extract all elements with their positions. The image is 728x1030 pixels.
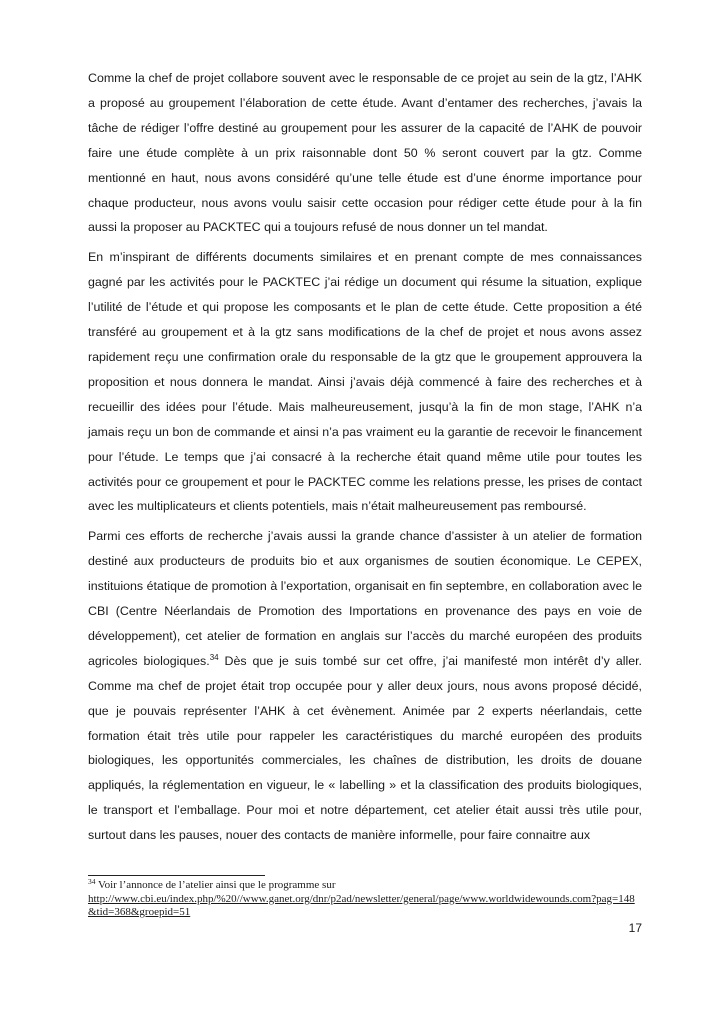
body-text: [88, 66, 642, 848]
footnote-reference[interactable]: 34: [209, 652, 219, 662]
paragraph-3-text-start: Parmi ces efforts de recherche j’avais aussi la grande chance d’assister à un atelier de formation destiné aux producteurs de produits bio et aux organismes de soutien économique. Le CEPEX, instituions étatique de promotion à l’exportation, organisait en fin septembre, en collaboration avec le CBI (Centre Néerlandais de Promotion des Importations en provenance des pays en voie de développement), cet atelier de formation en anglais sur l’accès du marché européen des produits agricoles biologiques.: [88, 529, 642, 668]
footnote-link[interactable]: http://www.cbi.eu/index.php/%20//www.ganet.org/dnr/p2ad/newsletter/general/page/www.worldwidewounds.com?pag=148&tid=368&groepid=51: [88, 892, 635, 918]
paragraph-2: En m’inspirant de différents documents similaires et en prenant compte de mes connaissances gagné par les activités pour le PACKTEC j’ai rédige un document qui résume la situation, explique l’utilité de l’étude et qui propose les composants et le plan de cette étude. Cette proposition a été transféré au groupement et à la gtz sans modifications de la chef de projet et nous avons assez rapidement reçu une confirmation orale du responsable de la gtz que le groupement approuvera la proposition et nous donnera le mandat. Ainsi j’avais déjà commencé à faire des recherches et à recueillir des idées pour l’étude. Mais malheureusement, jusqu’à la fin de mon stage, l’AHK n’a jamais reçu un bon de commande et ainsi n’a pas vraiment eu la garantie de recevoir le financement pour l’étude. Le temps que j’ai consacré à la recherche était quand même utile pour toutes les activités pour ce groupement et pour le PACKTEC comme les relations presse, les prises de contact avec les multiplicateurs et clients potentiels, mais n’était malheureusement pas remboursé.: [88, 250, 642, 514]
footnote-text: Voir l’annonce de l’atelier ainsi que le programme sur: [95, 879, 336, 891]
footnote-separator: [88, 875, 265, 876]
page-number: 17: [628, 921, 642, 935]
footnote-number: 34: [88, 877, 96, 886]
footnote: [88, 879, 642, 920]
paragraph-3: [88, 524, 642, 848]
paragraph-1: Comme la chef de projet collabore souvent avec le responsable de ce projet au sein de la gtz, l’AHK a proposé au groupement l’élaboration de cette étude. Avant d’entamer des recherches, j’avais la tâche de rédiger l’offre destiné au groupement pour les assurer de la capacité de l’AHK de pouvoir faire une étude complète à un prix raisonnable dont 50 % seront couvert par la gtz. Comme mentionné en haut, nous avons considéré qu’une telle étude est d’une énorme importance pour chaque producteur, nous avons voulu saisir cette occasion pour rédiger cette étude pour à la fin aussi la proposer au PACKTEC qui a toujours refusé de nous donner un tel mandat.: [88, 71, 642, 235]
paragraph-3-text-end: Dès que je suis tombé sur cet offre, j’ai manifesté mon intérêt d’y aller. Comme ma chef de projet était trop occupée pour y aller deux jours, nous avons proposé décidé, que je pouvais représenter l’AHK à cet évènement. Animée par 2 experts néerlandais, cette formation était très utile pour rappeler les caractéristiques du marché européen des produits biologiques, les opportunités commerciales, les chaînes de distribution, les droits de douane appliqués, la réglementation en vigueur, le « labelling » et la classification des produits biologiques, le transport et l’emballage. Pour moi et notre département, cet atelier était aussi très utile pour, surtout dans les pauses, nouer des contacts de manière informelle, pour faire connaitre aux: [88, 653, 642, 843]
